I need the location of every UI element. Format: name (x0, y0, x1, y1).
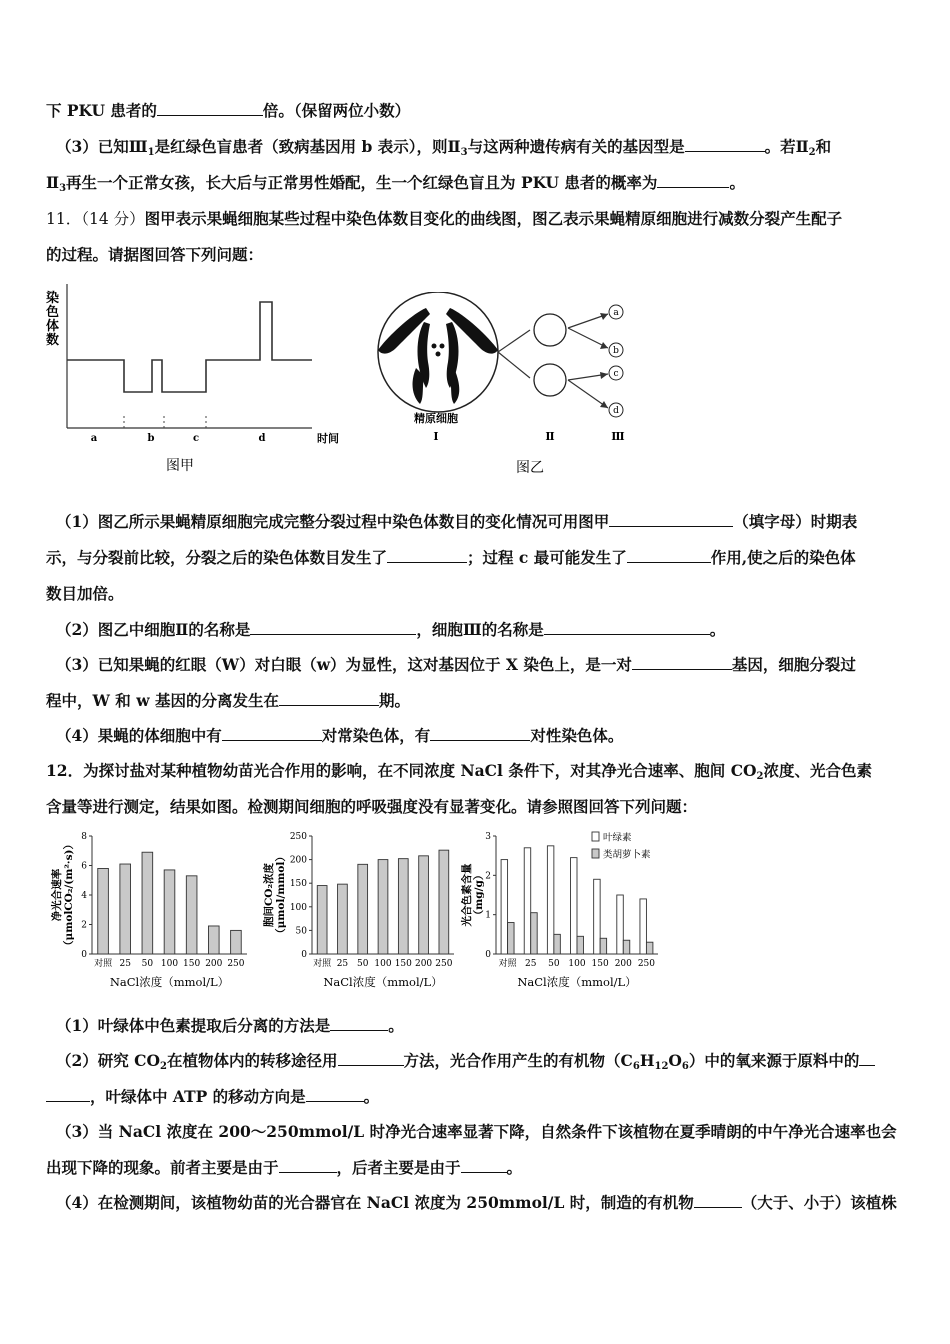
bar (646, 942, 652, 954)
jia-ylabel (46, 290, 59, 348)
text: 期。 (378, 691, 410, 710)
text: 的过程。请据图回答下列问题： (46, 245, 264, 264)
text: （4）在检测期间，该植物幼苗的光合器官在 NaCl 浓度为 250mmol/L 时，制造的有机物 (56, 1193, 694, 1212)
text: （3）已知果蝇的红眼（W）对白眼（w）为显性，这对基因位于 X 染色上，是一对 (56, 655, 632, 674)
x-tick-label: 200 (614, 959, 632, 969)
text: ）中的氧来源于原料中的 (688, 1051, 860, 1070)
answer-blank[interactable] (694, 1193, 742, 1208)
text: ；过程 c 最可能发生了 (467, 548, 627, 567)
y-tick-label: 150 (289, 879, 307, 890)
x-axis-label: NaCl浓度（mmol/L） (517, 975, 637, 989)
bar (623, 940, 629, 954)
secondary-cell (534, 314, 566, 346)
stage-label: Ⅰ (433, 430, 439, 443)
line-q3-probability (46, 173, 745, 193)
legend-swatch (592, 832, 599, 841)
gamete-label: b (613, 346, 619, 356)
question-11-stem (46, 209, 842, 229)
text: 程中，W 和 w 基因的分离发生在 (46, 691, 279, 710)
text: 。 (363, 1087, 380, 1106)
bar (617, 895, 623, 954)
y-tick-label: 3 (485, 832, 491, 842)
q11-part1-line3 (46, 584, 124, 604)
bar (531, 913, 537, 954)
text: （填字母）时期表 (733, 512, 858, 531)
x-tick-label: 100 (568, 959, 586, 969)
bar (186, 876, 197, 954)
bar (338, 884, 348, 954)
q11-part4 (56, 726, 623, 746)
subscript: 1 (147, 147, 155, 158)
figure-caption: 图甲 (166, 458, 194, 474)
x-tick-label: 50 (356, 959, 369, 969)
x-tick-label: 25 (524, 959, 537, 969)
subscript: 3 (59, 183, 67, 194)
x-tick-label: 100 (374, 959, 392, 969)
figure-yi (368, 292, 640, 482)
y-tick-label: 4 (81, 891, 87, 901)
chart-intercellular-co2 (258, 828, 458, 998)
chromosome-curve (67, 302, 312, 392)
text: 浓度、光合色素 (763, 761, 873, 780)
x-tick-label: 25 (119, 959, 131, 969)
x-axis-label: NaCl浓度（mmol/L） (323, 975, 443, 989)
y-tick-label: 2 (81, 920, 87, 931)
arrowhead (600, 372, 608, 379)
bar (577, 936, 583, 954)
x-tick-label: 250 (227, 959, 245, 969)
y-tick-label: 100 (289, 902, 307, 913)
y-tick-label: 1 (485, 910, 491, 921)
figure-jia (44, 284, 344, 480)
text: （4）果蝇的体细胞中有 (56, 726, 222, 745)
bar (231, 930, 242, 954)
answer-blank[interactable] (279, 1158, 337, 1173)
x-tick-label: 200 (414, 959, 433, 969)
bar (554, 934, 560, 954)
text: 图甲表示果蝇细胞某些过程中染色体数目变化的曲线图，图乙表示果蝇精原细胞进行减数分裂产生配子 (144, 209, 843, 228)
x-tick-label: 25 (336, 959, 349, 969)
bar (398, 859, 408, 954)
x-tick-label: 150 (591, 959, 609, 969)
bar (571, 858, 577, 954)
y-axis-label (50, 839, 75, 951)
text: 示，与分裂前比较，分裂之后的染色体数目发生了 (46, 548, 388, 567)
y-axis-label (262, 851, 287, 939)
answer-blank[interactable] (157, 101, 263, 116)
bar (419, 856, 429, 954)
text: 。 (388, 1016, 404, 1035)
gamete-label: d (613, 406, 619, 416)
ylabel-char: 染 (46, 291, 60, 306)
text: 。 (709, 620, 726, 639)
period-label: d (258, 433, 266, 444)
figure-caption: 图乙 (516, 460, 544, 476)
y-tick-label: 0 (485, 950, 491, 960)
period-label: c (192, 433, 200, 444)
answer-blank[interactable] (279, 691, 379, 706)
answer-blank[interactable] (627, 548, 711, 563)
question-number: 11．（14 分） (46, 210, 145, 228)
answer-blank[interactable] (330, 1016, 388, 1031)
subscript: 6 (681, 1061, 689, 1072)
y-tick-label: 50 (295, 926, 307, 937)
text: 出现下降的现象。前者主要是由于 (46, 1158, 279, 1177)
q11-part3-line1 (56, 655, 856, 675)
q12-part3-line1 (56, 1122, 897, 1142)
bar (98, 868, 109, 954)
arrow (498, 330, 530, 352)
subscript: 6 (632, 1061, 640, 1072)
x-tick-label: 对照 (498, 959, 517, 969)
ylabel-char: 数 (46, 333, 60, 348)
text: 在植物体内的转移途径用 (167, 1051, 338, 1070)
x-tick-label: 150 (183, 959, 201, 969)
x-tick-label: 150 (394, 959, 412, 969)
subscript: 2 (756, 771, 764, 782)
y-axis-label-line: 胞间CO₂浓度 (263, 862, 275, 928)
text: 倍。（保留两位小数） (262, 101, 411, 120)
answer-blank[interactable] (430, 726, 530, 741)
x-tick-label: 250 (637, 959, 656, 969)
arrow (498, 352, 530, 378)
secondary-cell (534, 364, 566, 396)
bar (547, 846, 553, 954)
text: H (639, 1051, 655, 1070)
legend-label: 叶绿素 (603, 832, 632, 844)
text: ，后者主要是由于 (336, 1158, 461, 1177)
arrow (568, 380, 608, 408)
y-axis-label-line: （μmolCO₂/(m²·s)） (63, 839, 75, 951)
text: 。 (506, 1158, 523, 1177)
text: 基因，细胞分裂过 (731, 655, 856, 674)
text: 。若Ⅱ (764, 137, 809, 156)
text: （2）研究 CO (56, 1051, 161, 1070)
y-tick-label: 6 (81, 861, 87, 872)
ylabel-char: 色 (46, 305, 60, 320)
y-axis-label-line: 净光合速率 (51, 868, 63, 922)
answer-blank[interactable] (657, 173, 729, 188)
answer-blank[interactable] (859, 1051, 875, 1066)
ylabel-char: 体 (46, 319, 60, 334)
bar (317, 886, 327, 954)
stage-label: Ⅲ (611, 430, 625, 443)
bar (358, 864, 368, 954)
text: （3）当 NaCl 浓度在 200～250mmol/L 时净光合速率显著下降，自然条件下该植物在夏季晴朗的中午净光合速率也会 (56, 1122, 897, 1141)
line-q3-genotype (56, 137, 831, 157)
x-tick-label: 对照 (313, 959, 332, 969)
jia-period-dividers (124, 416, 206, 428)
bar (508, 923, 514, 954)
legend-swatch (592, 849, 599, 858)
subscript: 12 (654, 1061, 669, 1072)
question-12-stem-2 (46, 797, 697, 817)
q11-part3-line2 (46, 691, 410, 711)
y-tick-label: 200 (289, 855, 307, 866)
y-tick-label: 250 (289, 832, 307, 842)
text: 含量等进行测定，结果如图。检测期间细胞的呼吸强度没有显著变化。请参照图回答下列问题： (46, 797, 698, 816)
text: Ⅱ (46, 173, 60, 192)
subscript: 2 (160, 1061, 167, 1072)
y-tick-label: 2 (485, 871, 491, 882)
text: （3）已知Ⅲ (56, 137, 148, 156)
q12-part4 (56, 1193, 897, 1213)
text: （2）图乙中细胞Ⅱ的名称是 (56, 620, 251, 639)
q11-part2 (56, 620, 725, 640)
y-tick-label: 0 (81, 950, 87, 960)
chromosome (436, 352, 441, 357)
bar (600, 938, 606, 954)
cell-label: 精原细胞 (414, 412, 458, 425)
y-axis-label-line: （μmol/mmol） (275, 851, 287, 939)
x-axis-label: NaCl浓度（mmol/L） (109, 975, 230, 989)
text: 下 PKU 患者的 (46, 101, 157, 120)
legend-label: 类胡萝卜素 (603, 849, 651, 861)
x-tick-label: 50 (141, 959, 154, 969)
text: 再生一个正常女孩，长大后与正常男性婚配，生一个红绿色盲且为 PKU 患者的概率为 (66, 173, 658, 192)
bar (208, 926, 219, 954)
answer-blank[interactable] (387, 548, 467, 563)
x-tick-label: 50 (548, 959, 560, 969)
q12-part3-line2 (46, 1158, 522, 1178)
answer-blank[interactable] (461, 1158, 507, 1173)
subscript: 3 (460, 147, 468, 158)
text: 和 (815, 137, 832, 156)
bar (594, 879, 600, 954)
bar (164, 870, 175, 954)
bar (142, 852, 153, 954)
bar (378, 860, 388, 954)
text: 。 (729, 173, 745, 192)
answer-blank[interactable] (544, 620, 710, 635)
text: 作用,使之后的染色体 (710, 548, 856, 567)
bar (524, 848, 530, 954)
bar (640, 899, 646, 954)
answer-blank[interactable] (632, 655, 732, 670)
text: 方法，光合作用产生的有机物（C (403, 1051, 633, 1070)
chromosome (440, 344, 445, 349)
period-label: b (147, 433, 155, 444)
chart-pigment-content (458, 828, 668, 998)
q11-part1-line1 (56, 512, 857, 532)
answer-blank[interactable] (222, 726, 322, 741)
q11-part1-line2 (46, 548, 856, 568)
answer-blank[interactable] (46, 1087, 90, 1102)
text: （1）图乙所示果蝇精原细胞完成完整分裂过程中染色体数目的变化情况可用图甲 (56, 512, 610, 531)
bar (501, 860, 507, 954)
q12-part2-line1 (56, 1051, 875, 1071)
arrowhead (600, 401, 608, 408)
text: 对性染色体。 (530, 726, 624, 745)
x-axis-label: 时间 (317, 432, 339, 445)
stage-label: Ⅱ (545, 430, 555, 443)
chromosome (432, 344, 437, 349)
text: （1）叶绿体中色素提取后分离的方法是 (56, 1016, 331, 1035)
text: 数目加倍。 (46, 584, 124, 603)
x-tick-label: 250 (435, 959, 453, 969)
x-tick-label: 对照 (94, 959, 113, 969)
text: 是红绿色盲患者（致病基因用 b 表示），则Ⅱ (154, 137, 461, 156)
question-11-stem-2 (46, 245, 263, 265)
x-tick-label: 200 (205, 959, 223, 969)
chart-net-photosynthesis (48, 828, 258, 998)
question-12-stem (46, 761, 872, 781)
y-tick-label: 8 (81, 832, 87, 842)
text: 对常染色体，有 (321, 726, 431, 745)
y-tick-label: 0 (301, 950, 307, 960)
arrowhead (600, 342, 608, 349)
gamete-label: a (613, 308, 619, 318)
x-tick-label: 100 (160, 959, 179, 969)
answer-blank[interactable] (250, 620, 416, 635)
bar (120, 864, 131, 954)
period-label: a (90, 433, 98, 444)
y-axis-label-line: （mg/g） (473, 869, 485, 921)
answer-blank[interactable] (609, 512, 733, 527)
subscript: 2 (808, 147, 816, 158)
gamete-label: c (613, 369, 619, 379)
line-pku-ratio (46, 101, 410, 121)
answer-blank[interactable] (685, 137, 765, 152)
text: O (668, 1051, 682, 1070)
text: ，细胞Ⅲ的名称是 (416, 620, 544, 639)
q12-part1 (56, 1016, 404, 1036)
text: 与这两种遗传病有关的基因型是 (467, 137, 685, 156)
answer-blank[interactable] (338, 1051, 404, 1066)
y-axis-label (460, 863, 485, 926)
answer-blank[interactable] (306, 1087, 364, 1102)
y-axis-label-line: 光合色素含量 (461, 863, 473, 927)
text: 12．为探讨盐对某种植物幼苗光合作用的影响，在不同浓度 NaCl 条件下，对其净光合速率、胞间 CO (46, 761, 757, 780)
text: ，叶绿体中 ATP 的移动方向是 (90, 1087, 306, 1106)
q12-part2-line2 (46, 1087, 379, 1107)
text: （大于、小于）该植株 (741, 1193, 897, 1212)
arrowheads (600, 313, 608, 408)
bar (439, 850, 449, 954)
